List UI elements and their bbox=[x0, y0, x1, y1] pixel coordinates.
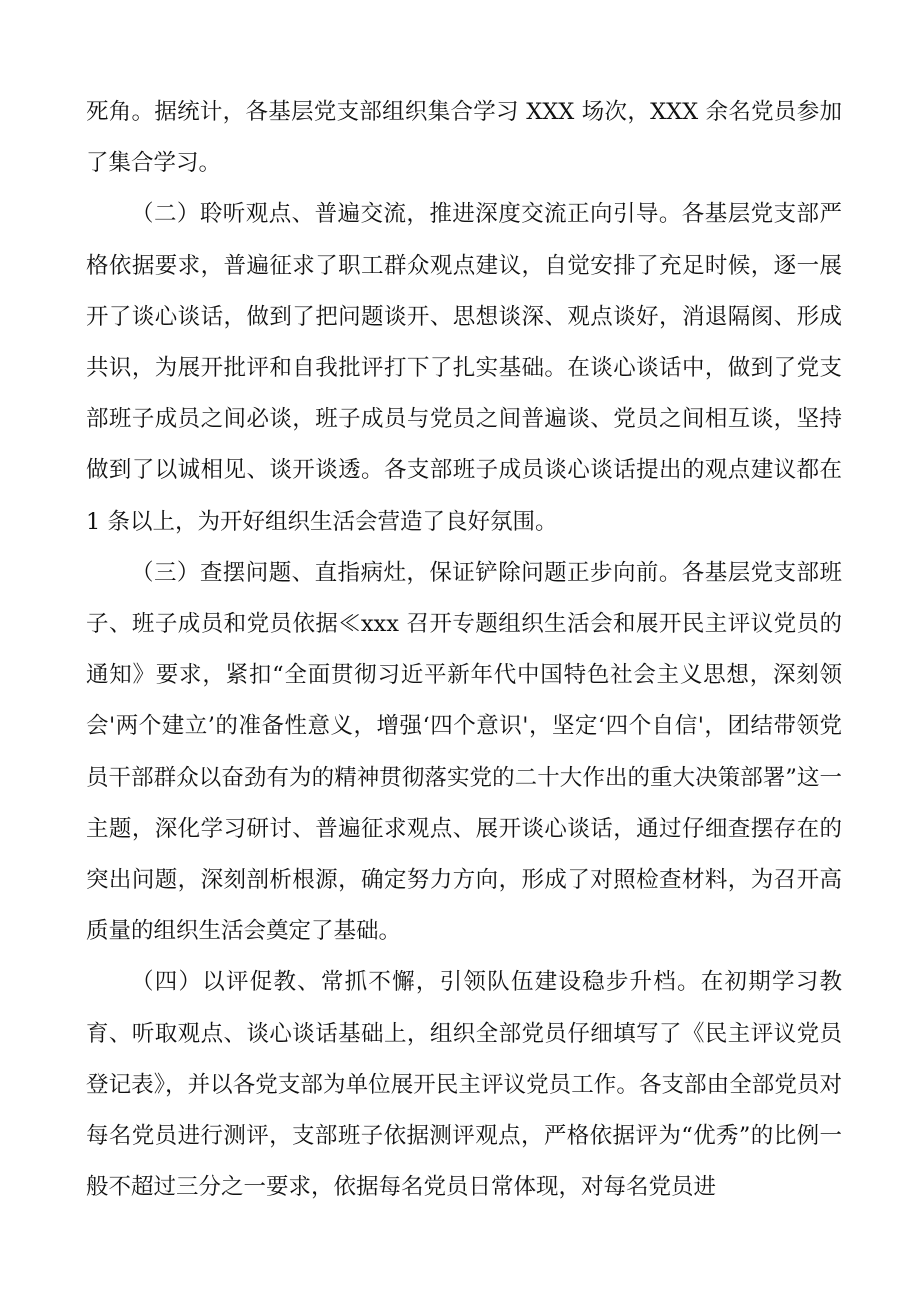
paragraph-continued-statistics: 死角。据统计，各基层党支部组织集合学习 XXX 场次，XXX 余名党员参加了集合学习。 bbox=[86, 99, 842, 177]
paragraph-section-two: （二）聆听观点、普遍交流，推进深度交流正向引导。各基层党支部严格依据要求，普遍征求了职工群众观点建议，自觉安排了充足时候，逐一展开了谈心谈话，做到了把问题谈开、思想谈深、观点谈好，消退隔阂、形成共识，为展开批评和自我批评打下了扎实基础。在谈心谈话中，做到了党支部班子成员之间必谈，班子成员与党员之间普遍谈、党员之间相互谈，坚持做到了以诚相见、谈开谈透。各支部班子成员谈心谈话提出的观点建议都在 1 条以上，为开好组织生活会营造了良好氛围。 bbox=[86, 201, 842, 535]
paragraph-section-three: （三）查摆问题、直指病灶，保证铲除问题正步向前。各基层党支部班子、班子成员和党员依据≪xxx 召开专题组织生活会和展开民主评议党员的通知》要求，紧扣“全面贯彻习近平新年代中国特色社会主义思想，深刻领会'两个建立’的准备性意义，增强‘四个意识'，坚定‘四个自信'，团结带领党员干部群众以奋劲有为的精神贯彻落实党的二十大作出的重大决策部署”这一主题，深化学习研讨、普遍征求观点、展开谈心谈话，通过仔细查摆存在的突出问题，深刻剖析根源，确定努力方向，形成了对照检查材料，为召开高质量的组织生活会奠定了基础。 bbox=[86, 559, 842, 945]
document-body bbox=[86, 87, 842, 1213]
paragraph-section-four: （四）以评促教、常抓不懈，引领队伍建设稳步升档。在初期学习教育、听取观点、谈心谈话基础上，组织全部党员仔细填写了《民主评议党员登记表》，并以各党支部为单位展开民主评议党员工作。各支部由全部党员对每名党员进行测评，支部班子依据测评观点，严格依据评为“优秀”的比例一般不超过三分之一要求，依据每名党员日常体现，对每名党员进 bbox=[86, 969, 842, 1201]
